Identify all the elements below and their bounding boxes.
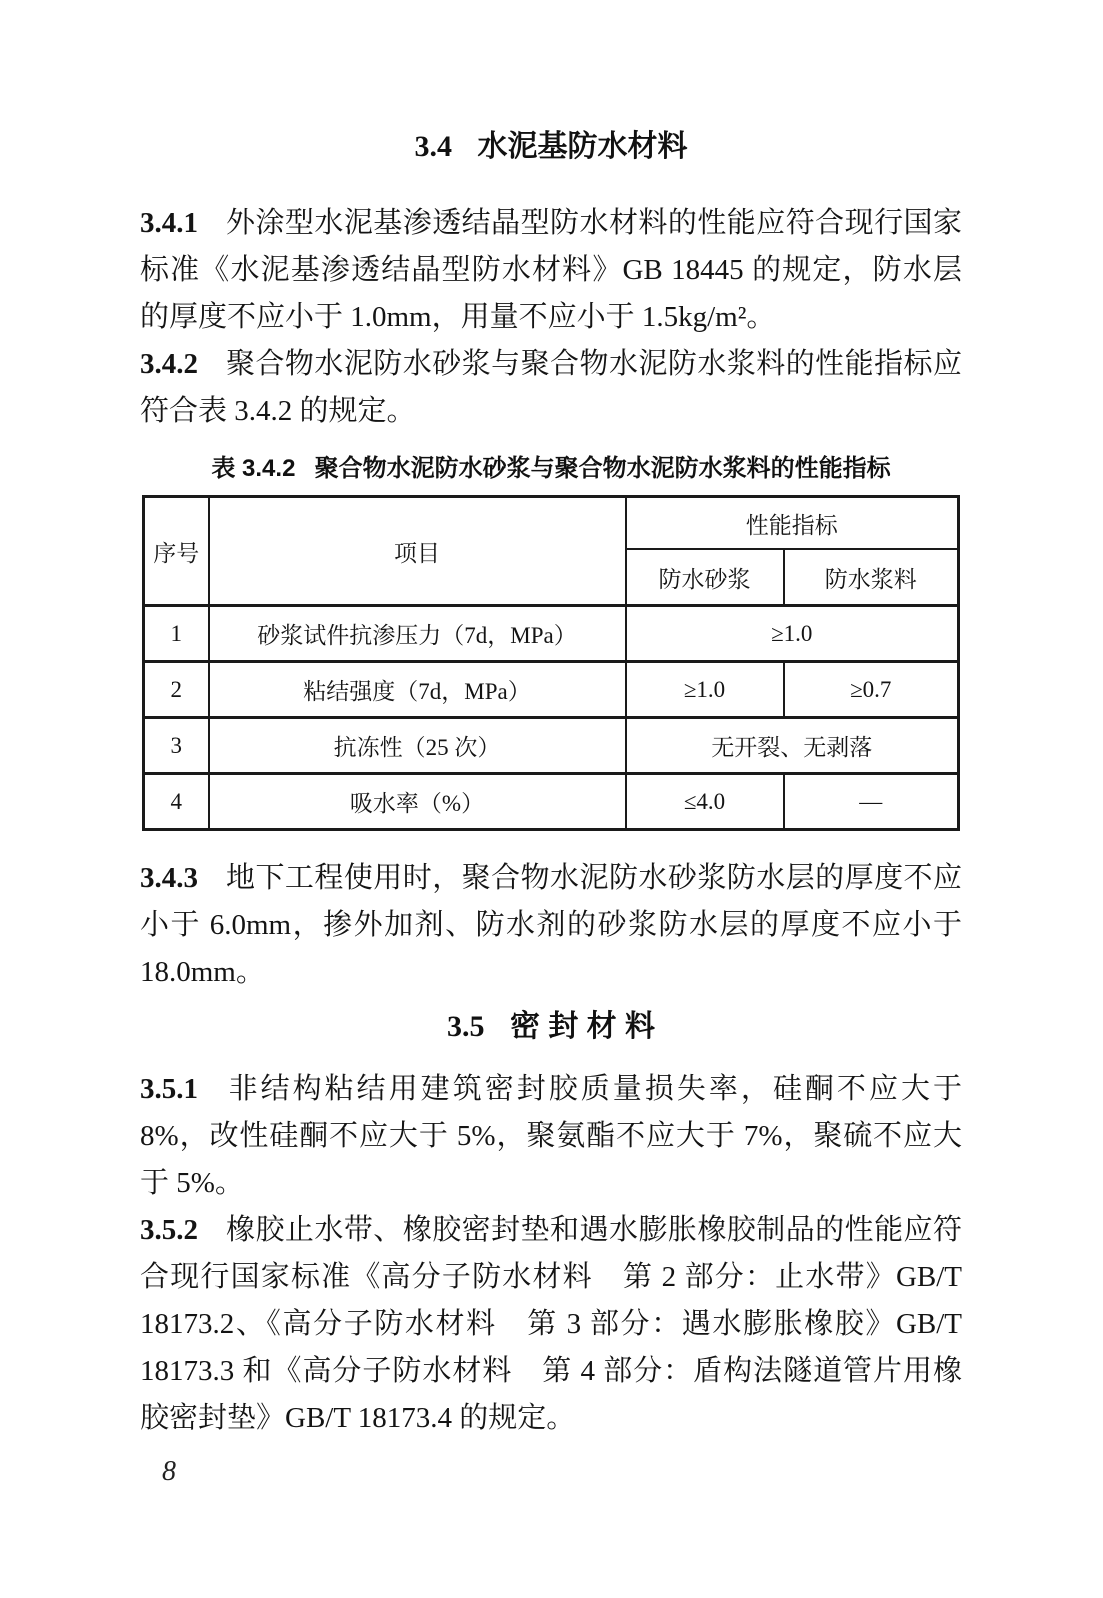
section-3-4-title: 水泥基防水材料 [477,130,688,163]
table-3-4-2-caption [140,453,962,485]
table-row-2 [144,662,959,718]
clause-3-4-1-number: 3.4.1 [140,207,198,239]
row-3-value-merged: 无开裂、无剥落 [626,718,959,774]
row-3-index: 3 [144,718,209,774]
header-cell-performance: 性能指标 [626,497,959,550]
row-1-index: 1 [144,606,209,662]
clause-3-4-2-text: 聚合物水泥防水砂浆与聚合物水泥防水浆料的性能指标应符合表 3.4.2 的规定。 [140,348,962,427]
row-1-value-merged: ≥1.0 [626,606,959,662]
clause-3-4-3 [140,855,962,996]
row-4-value-slurry: — [784,774,959,830]
table-row-4 [144,774,959,830]
clause-3-5-2-number: 3.5.2 [140,1214,198,1246]
clause-3-4-2 [140,341,962,435]
row-4-value-mortar: ≤4.0 [626,774,784,830]
clause-3-4-3-text: 地下工程使用时，聚合物水泥防水砂浆防水层的厚度不应小于 6.0mm，掺外加剂、防水剂的砂浆防水层的厚度不应小于 18.0mm。 [140,862,962,988]
clause-3-4-1 [140,200,962,341]
row-2-item: 粘结强度（7d，MPa） [209,662,626,718]
section-3-5-title: 密 封 材 料 [509,1010,655,1043]
section-heading-3-5 [140,1004,962,1050]
clause-3-5-1-number: 3.5.1 [140,1073,198,1105]
clause-3-4-3-number: 3.4.3 [140,862,198,894]
table-row-3 [144,718,959,774]
row-2-value-mortar: ≥1.0 [626,662,784,718]
row-4-index: 4 [144,774,209,830]
row-2-value-slurry: ≥0.7 [784,662,959,718]
header-cell-item: 项目 [209,497,626,606]
page-number: 8 [162,1456,176,1487]
section-3-4-number: 3.4 [414,130,452,163]
clause-3-4-1-text: 外涂型水泥基渗透结晶型防水材料的性能应符合现行国家标准《水泥基渗透结晶型防水材料》GB 18445 的规定，防水层的厚度不应小于 1.0mm，用量不应小于 1.5kg/m²。 [140,207,962,333]
clause-3-5-1-text: 非结构粘结用建筑密封胶质量损失率，硅酮不应大于 8%，改性硅酮不应大于 5%，聚氨酯不应大于 7%，聚硫不应大于 5%。 [140,1073,962,1199]
section-3-5-number: 3.5 [446,1010,485,1043]
clause-3-4-2-number: 3.4.2 [140,348,198,380]
row-3-item: 抗冻性（25 次） [209,718,626,774]
performance-table-3-4-2 [142,495,960,831]
table-caption-text: 聚合物水泥防水砂浆与聚合物水泥防水浆料的性能指标 [314,455,891,482]
table-header-row-1 [144,497,959,550]
clause-3-5-1 [140,1066,962,1207]
clause-3-5-2 [140,1207,962,1442]
row-2-index: 2 [144,662,209,718]
row-1-item: 砂浆试件抗渗压力（7d，MPa） [209,606,626,662]
table-caption-number: 表 3.4.2 [211,455,296,482]
section-heading-3-4 [140,124,962,170]
clause-3-5-2-text: 橡胶止水带、橡胶密封垫和遇水膨胀橡胶制品的性能应符合现行国家标准《高分子防水材料 第 2 部分：止水带》GB/T 18173.2、《高分子防水材料 第 3 部分：遇水膨胀橡胶》GB/T 18173.3 和《高分子防水材料 第 4 部分：盾构法隧道管片用橡胶密封垫》GB/T 18173.4 的规定。 [140,1214,962,1434]
row-4-item: 吸水率（%） [209,774,626,830]
header-cell-slurry: 防水浆料 [784,549,959,606]
header-cell-mortar: 防水砂浆 [626,549,784,606]
header-cell-index: 序号 [144,497,209,606]
table-row-1 [144,606,959,662]
